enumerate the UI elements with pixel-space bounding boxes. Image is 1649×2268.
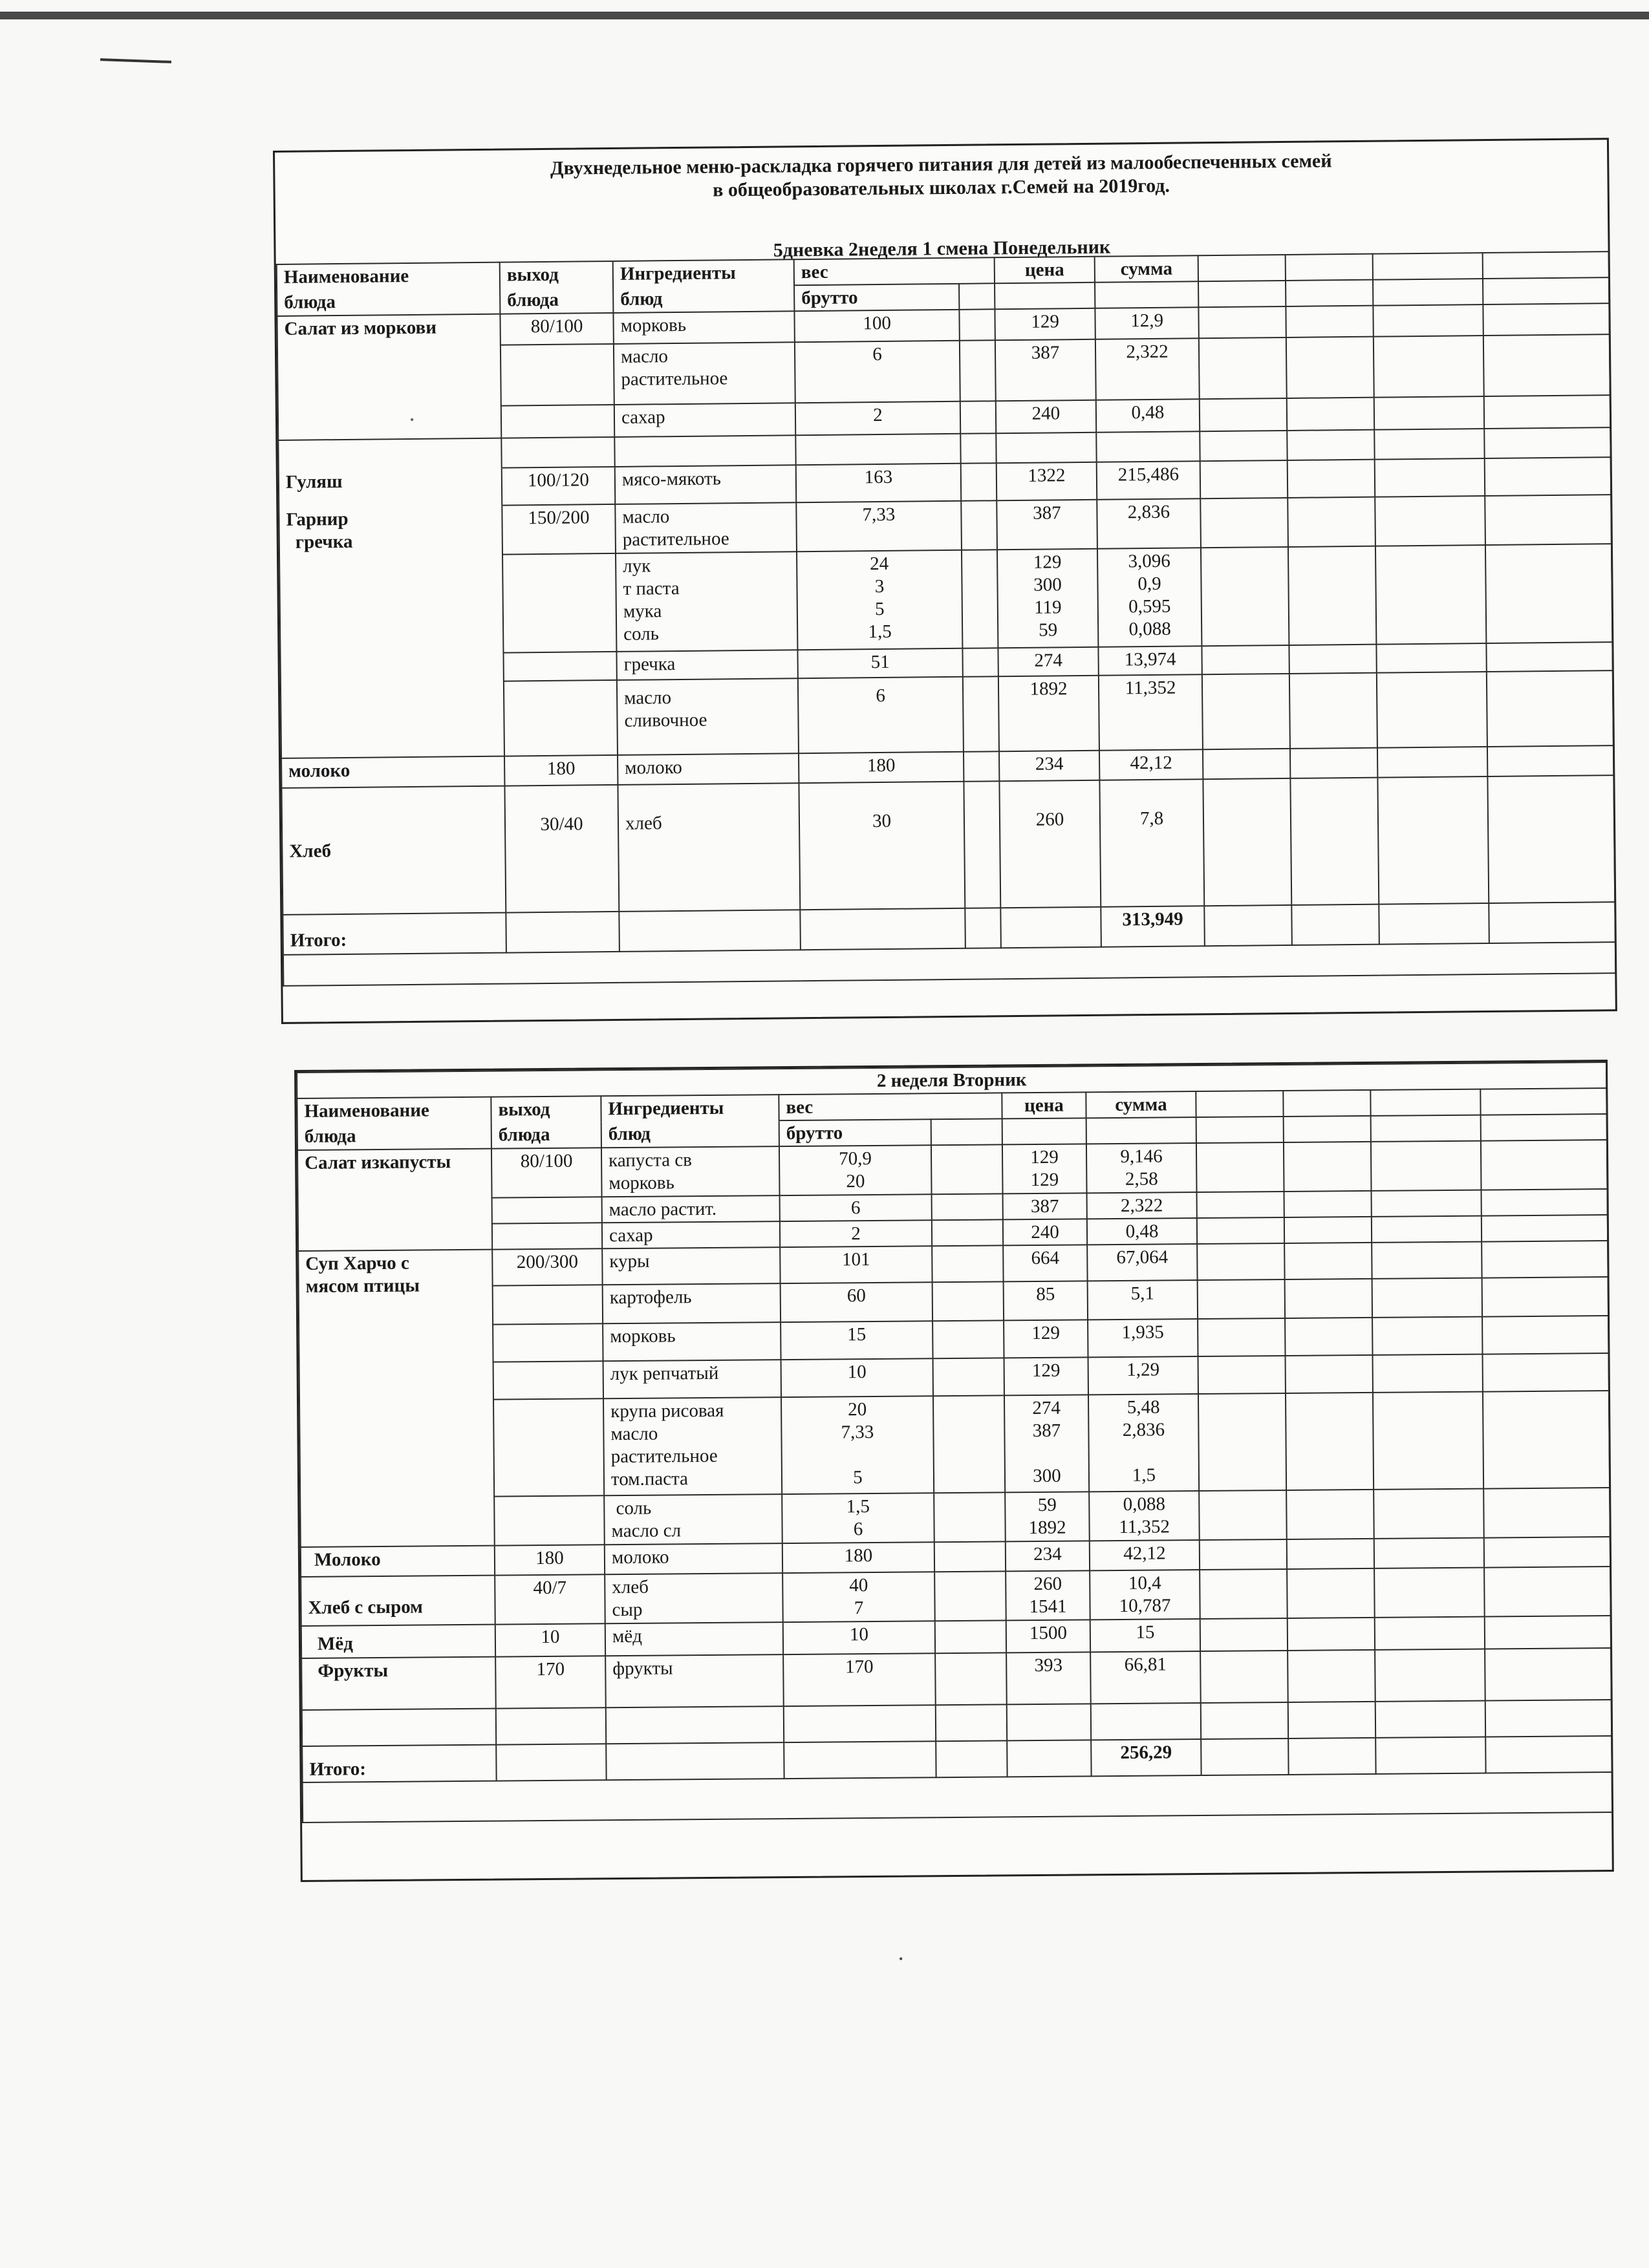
weight: 170 (783, 1653, 936, 1706)
table-row (281, 775, 1615, 915)
sum: 10,4 10,787 (1090, 1570, 1200, 1620)
scan-speck: • (409, 412, 415, 426)
document-title-line2: в общеобразовательных школах г.Семей на 2019год. (713, 175, 1170, 201)
header-output-2: блюда (500, 287, 613, 314)
dish-name: молоко (281, 756, 504, 788)
tuesday-table (296, 1062, 1613, 1823)
weight: 24 3 5 1,5 (797, 550, 962, 650)
weight: 1,5 6 (782, 1493, 934, 1543)
header-weight: вес (794, 257, 995, 285)
price: 129 (1004, 1357, 1088, 1395)
ingredient: хлеб сыр (605, 1573, 783, 1623)
sum: 2,836 (1097, 498, 1201, 549)
ingredient: масло растительное (614, 342, 795, 405)
price: 129 129 (1002, 1144, 1087, 1193)
dish-name: Мёд (301, 1625, 495, 1658)
weight: 40 7 (782, 1572, 935, 1622)
header-name: Наименование (297, 1097, 491, 1124)
sum: 2,322 (1087, 1192, 1197, 1219)
sum: 7,8 (1099, 779, 1204, 907)
price: 387 (995, 339, 1096, 401)
dish-name: Салат изкапусты (297, 1149, 492, 1251)
price: 234 (999, 751, 1099, 781)
weight: 51 (797, 648, 962, 678)
sum: 215,486 (1097, 461, 1201, 500)
price: 240 (1003, 1219, 1087, 1245)
ingredient: масло сливочное (617, 678, 799, 755)
sum: 13,974 (1098, 646, 1202, 676)
ingredient: мёд (605, 1622, 783, 1656)
price: 664 (1003, 1245, 1087, 1281)
sum: 0,088 11,352 (1089, 1491, 1200, 1541)
ingredient: сахар (602, 1221, 780, 1248)
sum: 11,352 (1099, 674, 1203, 751)
monday-table (276, 251, 1617, 987)
total-sum: 313,949 (1101, 906, 1205, 947)
sum: 12,9 (1095, 307, 1198, 339)
header-weight: вес (779, 1093, 1002, 1120)
ingredient: фрукты (605, 1654, 784, 1707)
ingredient: лук репчатый (603, 1360, 781, 1398)
ingredient: масло растит. (602, 1195, 780, 1223)
weight: 2 (795, 401, 960, 435)
weight: 15 (781, 1321, 932, 1360)
header-name-2: блюда (277, 288, 500, 316)
header-gross: брутто (779, 1119, 931, 1146)
ingredient: крупа рисовая масло растительное том.паста (603, 1397, 782, 1495)
dish-name: Молоко (301, 1546, 495, 1577)
sum: 0,48 (1087, 1218, 1197, 1245)
weight: 60 (781, 1282, 932, 1322)
weight: 180 (782, 1542, 934, 1573)
scan-pen-mark (100, 58, 171, 63)
monday-subtitle: 5дневка 2неделя 1 смена Понедельник (773, 236, 1111, 261)
sum: 42,12 (1099, 749, 1203, 780)
header-sum: сумма (1086, 1091, 1196, 1118)
header-ingredients: Ингредиенты (613, 259, 794, 287)
ingredient: гречка (616, 650, 797, 680)
dish-name: Суп Харчо с мясом птицы (298, 1250, 495, 1547)
dish-output: 100/120 (502, 467, 616, 506)
sum: 3,096 0,9 0,595 0,088 (1097, 548, 1202, 647)
dish-output: 180 (504, 755, 618, 786)
total-sum: 256,29 (1091, 1739, 1201, 1776)
header-ingredients: Ингредиенты (601, 1095, 779, 1122)
tuesday-subtitle: 2 неделя Вторник (297, 1062, 1606, 1098)
header-gross: брутто (794, 284, 959, 311)
ingredient: масло растительное (615, 502, 797, 553)
price: 260 1541 (1006, 1570, 1090, 1620)
header-ingredients-2: блюд (613, 285, 794, 313)
ingredient: соль масло сл (604, 1494, 782, 1545)
price: 260 (999, 780, 1101, 908)
weight: 30 (799, 782, 965, 910)
dish-output: 170 (495, 1656, 606, 1708)
scan-top-edge (0, 12, 1649, 19)
ingredient: картофель (603, 1283, 781, 1323)
price: 234 (1006, 1541, 1090, 1571)
ingredient: куры (602, 1247, 780, 1285)
price: 274 (998, 647, 1098, 676)
price: 1322 (997, 462, 1097, 500)
table-row (299, 1391, 1610, 1498)
total-label: Итого: (302, 1745, 496, 1782)
price: 393 (1006, 1652, 1091, 1704)
header-sum: сумма (1095, 255, 1198, 283)
dish-output: 200/300 (492, 1248, 602, 1285)
dish-name: Хлеб (281, 786, 506, 915)
weight: 101 (780, 1246, 932, 1283)
price: 129 (1004, 1320, 1088, 1358)
price: 1892 (998, 676, 1099, 751)
price: 387 (1003, 1193, 1087, 1219)
scan-speck: • (899, 1952, 903, 1965)
header-name: Наименование (277, 262, 500, 290)
weight: 100 (794, 310, 959, 342)
header-price: цена (1002, 1092, 1086, 1118)
sum: 66,81 (1090, 1651, 1201, 1704)
weight: 180 (799, 752, 964, 783)
dish-output: 80/100 (491, 1148, 602, 1197)
price: 1500 (1006, 1620, 1090, 1653)
header-output: выход (500, 261, 613, 288)
sum: 9,146 2,58 (1086, 1143, 1197, 1193)
sum: 5,1 (1088, 1280, 1198, 1320)
document-title-line1: Двухнедельное меню-раскладка горячего питания для детей из малообеспеченных семей (550, 150, 1332, 179)
ingredient: мясо-мякоть (615, 465, 797, 504)
price: 387 (997, 500, 1097, 550)
header-name-2: блюда (297, 1123, 491, 1150)
weight: 10 (783, 1621, 935, 1654)
price: 274 387 300 (1004, 1395, 1089, 1492)
ingredient: морковь (613, 311, 794, 344)
header-output-2: блюда (491, 1122, 601, 1148)
sum: 1,29 (1088, 1356, 1198, 1395)
weight: 70,9 20 (779, 1145, 932, 1195)
sum: 5,48 2,836 1,5 (1088, 1394, 1199, 1492)
header-ingredients-2: блюд (601, 1120, 779, 1148)
weight: 163 (796, 464, 962, 502)
sum: 1,935 (1088, 1319, 1198, 1357)
dish-name: Гарнир гречка (279, 506, 504, 758)
ingredient: сахар (614, 403, 795, 437)
ingredient: хлеб (618, 783, 800, 912)
price: 129 300 119 59 (997, 549, 1098, 648)
weight: 7,33 (796, 501, 962, 551)
weight: 10 (781, 1358, 933, 1397)
header-price: цена (995, 257, 1095, 283)
weight: 6 (795, 341, 960, 403)
ingredient: капуста св морковь (601, 1146, 780, 1197)
dish-output: 150/200 (502, 504, 616, 555)
dish-output: 40/7 (495, 1574, 605, 1624)
sum: 0,48 (1096, 399, 1200, 433)
sum: 67,064 (1087, 1244, 1197, 1281)
ingredient: молоко (605, 1543, 782, 1574)
dish-output: 30/40 (504, 785, 619, 913)
dish-output: 80/100 (500, 313, 613, 345)
weight: 2 (780, 1220, 932, 1247)
sum: 15 (1090, 1619, 1200, 1652)
price: 85 (1004, 1281, 1088, 1320)
dish-name: Фрукты (301, 1657, 496, 1710)
weight: 20 7,33 5 (781, 1396, 934, 1494)
monday-menu-sheet (273, 138, 1617, 1024)
ingredient: молоко (618, 753, 799, 785)
header-output: выход (491, 1096, 601, 1122)
sum: 2,322 (1095, 338, 1200, 400)
weight: 6 (798, 677, 964, 753)
dish-output: 180 (495, 1545, 605, 1575)
dish-name: Салат из моркови (277, 314, 501, 440)
dish-name: Гуляш (279, 468, 502, 508)
sum: 42,12 (1090, 1540, 1200, 1570)
dish-name: Хлеб с сыром (301, 1576, 495, 1626)
ingredient: лук т паста мука соль (616, 551, 797, 652)
price: 59 1892 (1005, 1492, 1090, 1541)
price: 240 (996, 400, 1096, 433)
tuesday-menu-sheet (294, 1060, 1614, 1882)
total-label: Итого: (283, 913, 506, 955)
dish-output: 10 (495, 1623, 605, 1656)
weight: 6 (780, 1194, 932, 1221)
ingredient: морковь (603, 1322, 781, 1361)
price: 129 (995, 308, 1095, 340)
